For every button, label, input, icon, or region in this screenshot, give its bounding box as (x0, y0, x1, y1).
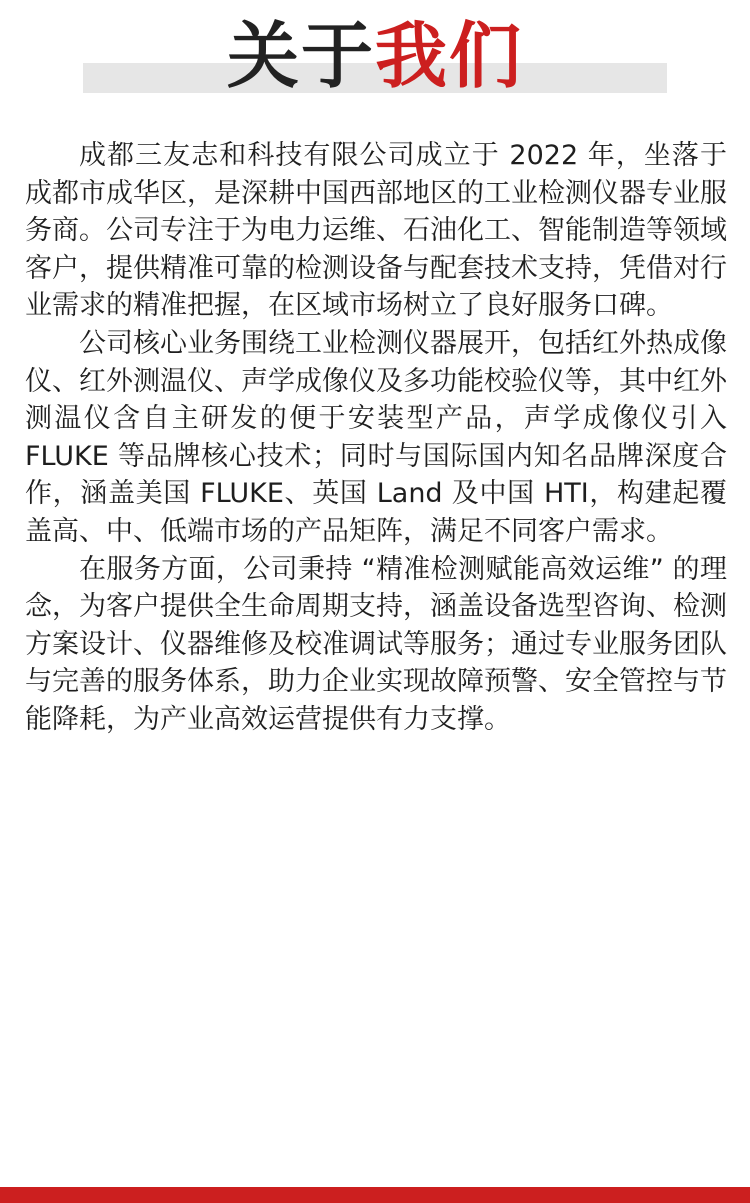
paragraph-service: 在服务方面，公司秉持 “精准检测赋能高效运维” 的理念，为客户提供全生命周期支持，涵盖设备选型咨询、检测方案设计、仪器维修及校准调试等服务；通过专业服务团队与完善的服务体系，助力企业实现故障预警、安全管控与节能降耗，为产业高效运营提供有力支撑。 (25, 553, 727, 735)
title-section (0, 0, 750, 110)
paragraph-business: 公司核心业务围绕工业检测仪器展开，包括红外热成像仪、红外测温仪、声学成像仪及多功能校验仪等，其中红外测温仪含自主研发的便于安装型产品，声学成像仪引入FLUKE 等品牌核心技术；同时与国际国内知名品牌深度合作，涵盖美国 FLUKE、英国 Land 及中国 HTI，构建起覆盖高、中、低端市场的产品矩阵，满足不同客户需求。 (25, 327, 727, 547)
about-content (25, 137, 727, 739)
page-title (0, 12, 750, 100)
bottom-accent-bar (0, 1187, 750, 1203)
page-title-part2: 我们 (375, 14, 524, 98)
paragraph-intro: 成都三友志和科技有限公司成立于 2022 年，坐落于成都市成华区，是深耕中国西部地区的工业检测仪器专业服务商。公司专注于为电力运维、石油化工、智能制造等领域客户，提供精准可靠的检测设备与配套技术支持，凭借对行业需求的精准把握，在区域市场树立了良好服务口碑。 (25, 140, 727, 322)
page-title-part1: 关于 (226, 14, 375, 98)
